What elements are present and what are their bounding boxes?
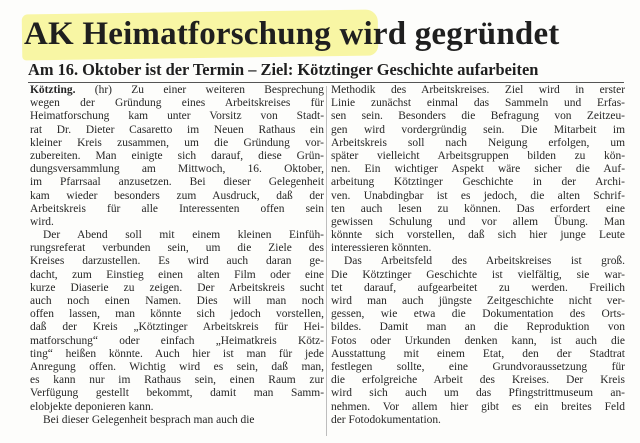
article-line: es kann nur im Rathaus sein, einen Raum zur (30, 374, 324, 387)
article-line: kleiner Kreis zusammen, um die Gründung vor- (30, 136, 324, 149)
article-line: Heimatforschung kam unter Vorsitz von Stadt- (30, 110, 324, 123)
article-line: matforschung“ oder einfach „Heimatkreis Kötz- (30, 334, 324, 347)
article-line: ten auch lesen zu können. Das erfordert eine (331, 202, 625, 215)
article-line: der Fotodokumentation. (331, 413, 441, 426)
article-line: offen lassen, man könnte sich jedoch vorstellen, (30, 308, 324, 321)
article-line: ven. Unabdingbar ist es jedoch, die alten Schrif- (331, 189, 625, 202)
article-line: Die Kötztinger Geschichte ist vielfältig, sie war- (331, 268, 625, 281)
headline-rule (28, 82, 624, 83)
article-line: Ausstattung mit einem Etat, den der Stadtrat (331, 347, 625, 360)
article-line: zubereiten. Man einigte sich darauf, diese Grün- (30, 149, 324, 162)
article-line: Methodik des Arbeitskreises. Ziel wird in erster (331, 84, 625, 96)
article-line: rungsreferat verbunden sein, um die Ziele des (30, 242, 324, 255)
article-line: arbeitung Kötztinger Geschichte in der Archi- (331, 176, 625, 189)
article-line: interessieren könnten. (331, 242, 432, 255)
column-divider (326, 86, 327, 436)
article-line: Bei dieser Gelegenheit besprach man auch die (43, 413, 255, 426)
article-line: wird sich auch um das Pfingstrittmuseum an- (331, 387, 625, 400)
article-line: könnte sich vorstellen, daß sich hier junge Leute (331, 229, 625, 242)
article-line: daß der Kreis „Kötztinger Arbeitskreis für Hei- (30, 321, 324, 334)
article-line: bildes. Damit man an die Reproduktion von (331, 321, 625, 334)
article-line: auch noch einen Namen. Dies will man noch (30, 295, 324, 307)
article-line: dungsversammlung am Mittwoch, 16. Oktober, (30, 163, 324, 176)
article-column-right (331, 84, 625, 427)
article-line: tet darauf, aufgearbeitet zu werden. Freilich (331, 281, 625, 294)
article-line: Das Arbeitsfeld des Arbeitskreises ist groß. (344, 255, 625, 268)
article-line: Linie zunächst einmal das Sammeln und Erfas- (331, 97, 625, 110)
article-line: kurze Diaserie zu zeigen. Der Arbeitskreis sucht (30, 281, 324, 294)
article-line: wegen der Gründung eines Arbeitskreises für (30, 97, 324, 110)
article-column-left (30, 84, 324, 427)
subheadline: Am 16. Oktober ist der Termin – Ziel: Kötztinger Geschichte aufarbeiten (28, 60, 539, 79)
article-line: Kreises darzustellen. Es wird auch daran ge- (30, 255, 324, 268)
article-line: nehmen. Vor allem hier gibt es ein breites Feld (331, 400, 625, 413)
article-line: sen sein. Besonders die Befragung von Zeitzeu- (331, 110, 625, 123)
article-line: die erfolgreiche Arbeit des Kreises. Der Kreis (331, 374, 625, 387)
article-line: Anregung offen. Wichtig wird es sein, daß man, (30, 360, 324, 373)
article-line: gessen, wie etwa die Dokumentation des Orts- (331, 308, 625, 321)
article-line: rat Dr. Dieter Casaretto im Neuen Rathaus ein (30, 123, 324, 136)
article-line-text: (hr) Zu einer weiteren Besprechung (75, 84, 324, 96)
article-line: ting“ heißen könnte. Auch hier ist man für jede (30, 347, 324, 360)
article-line: Der Abend soll mit einem kleinen Einfüh- (43, 229, 324, 242)
article-line: gen wird vordergründig sein. Die Mitarbeit im (331, 123, 625, 136)
article-line: festlegen sollte, eine Grundvoraussetzung für (331, 360, 625, 373)
article-line: Arbeitskreis für alle Interessenten offen sein (30, 202, 324, 215)
article-line: dacht, zum Einstieg einen alten Film oder eine (30, 268, 324, 281)
article-line: gewissen Schulung und vor allem Übung. Man (331, 215, 625, 228)
article-line: nen. Ein wichtiger Aspekt wäre sicher die Auf- (331, 163, 625, 176)
article-line: Arbeitskreis soll nach Neigung erfolgen, um (331, 136, 625, 149)
article-line: im Pfarrsaal anzusetzen. Bei dieser Gelegenheit (30, 176, 324, 189)
article-line: später vielleicht Arbeitsgruppen bilden zu kön- (331, 149, 625, 162)
article-line: kam wieder besonders zum Ausdruck, daß der (30, 189, 324, 202)
headline: AK Heimatforschung wird gegründet (24, 16, 560, 52)
article-line: wird man auch jüngste Zeitgeschichte nicht ver- (331, 295, 625, 307)
article-line: wird. (30, 215, 54, 228)
article-line: Fotos oder Urkunden denken kann, ist auch die (331, 334, 625, 347)
article-line (30, 84, 324, 97)
article-line: elobjekte deponieren kann. (30, 400, 154, 413)
article-line: Verfügung gestellt bekommt, damit man Samm- (30, 387, 324, 400)
dateline: Kötzting. (30, 84, 76, 96)
